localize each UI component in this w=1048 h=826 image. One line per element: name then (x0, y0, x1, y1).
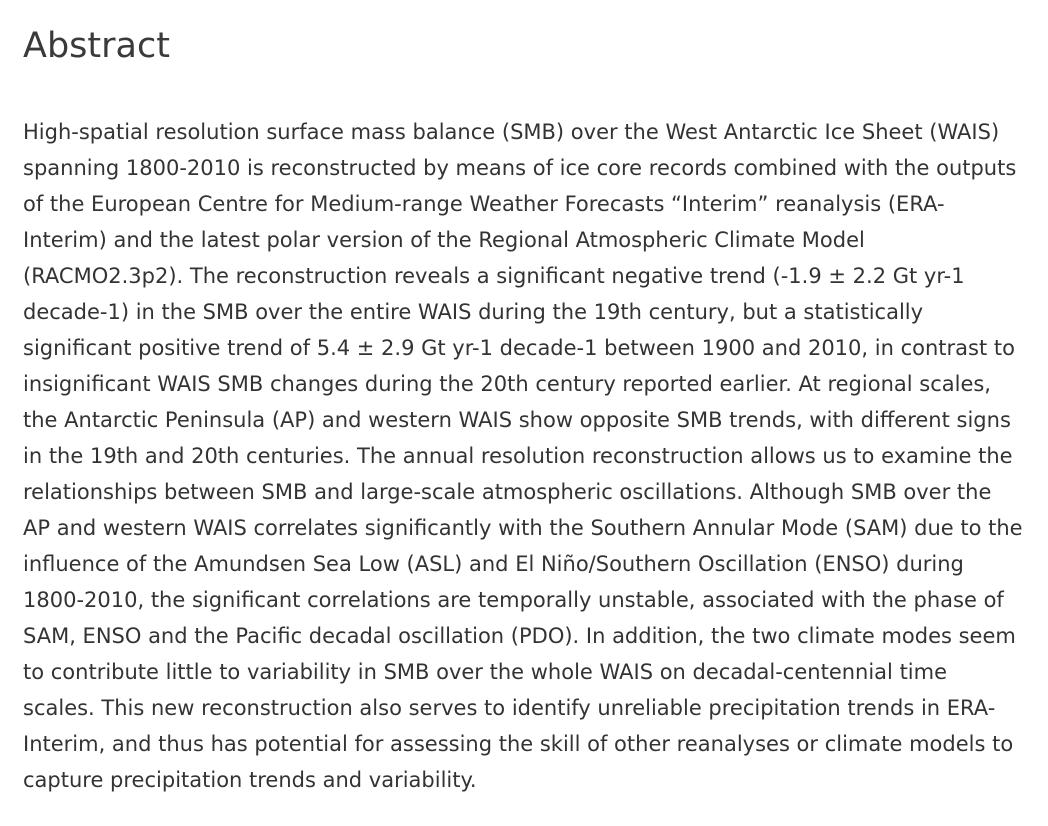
abstract-body: High-spatial resolution surface mass balance (SMB) over the West Antarctic Ice Sheet (WAIS) spanning 1800-2010 is reconstructed by means of ice core records combined with the outputs of the European Centre for Medium-range Weather Forecasts “Interim” reanalysis (ERA-Interim) and the latest polar version of the Regional Atmospheric Climate Model (RACMO2.3p2). The reconstruction reveals a significant negative trend (-1.9 ± 2.2 Gt yr-1 decade-1) in the SMB over the entire WAIS during the 19th century, but a statistically significant positive trend of 5.4 ± 2.9 Gt yr-1 decade-1 between 1900 and 2010, in contrast to insignificant WAIS SMB changes during the 20th century reported earlier. At regional scales, the Antarctic Peninsula (AP) and western WAIS show opposite SMB trends, with different signs in the 19th and 20th centuries. The annual resolution reconstruction allows us to examine the relationships between SMB and large-scale atmospheric oscillations. Although SMB over the AP and western WAIS correlates significantly with the Southern Annular Mode (SAM) due to the influence of the Amundsen Sea Low (ASL) and El Niño/Southern Oscillation (ENSO) during 1800-2010, the significant correlations are temporally unstable, associated with the phase of SAM, ENSO and the Pacific decadal oscillation (PDO). In addition, the two climate modes seem to contribute little to variability in SMB over the whole WAIS on decadal-centennial time scales. This new reconstruction also serves to identify unreliable precipitation trends in ERA-Interim, and thus has potential for assessing the skill of other reanalyses or climate models to capture precipitation trends and variability. (23, 120, 1023, 792)
abstract-heading: Abstract (23, 26, 170, 66)
